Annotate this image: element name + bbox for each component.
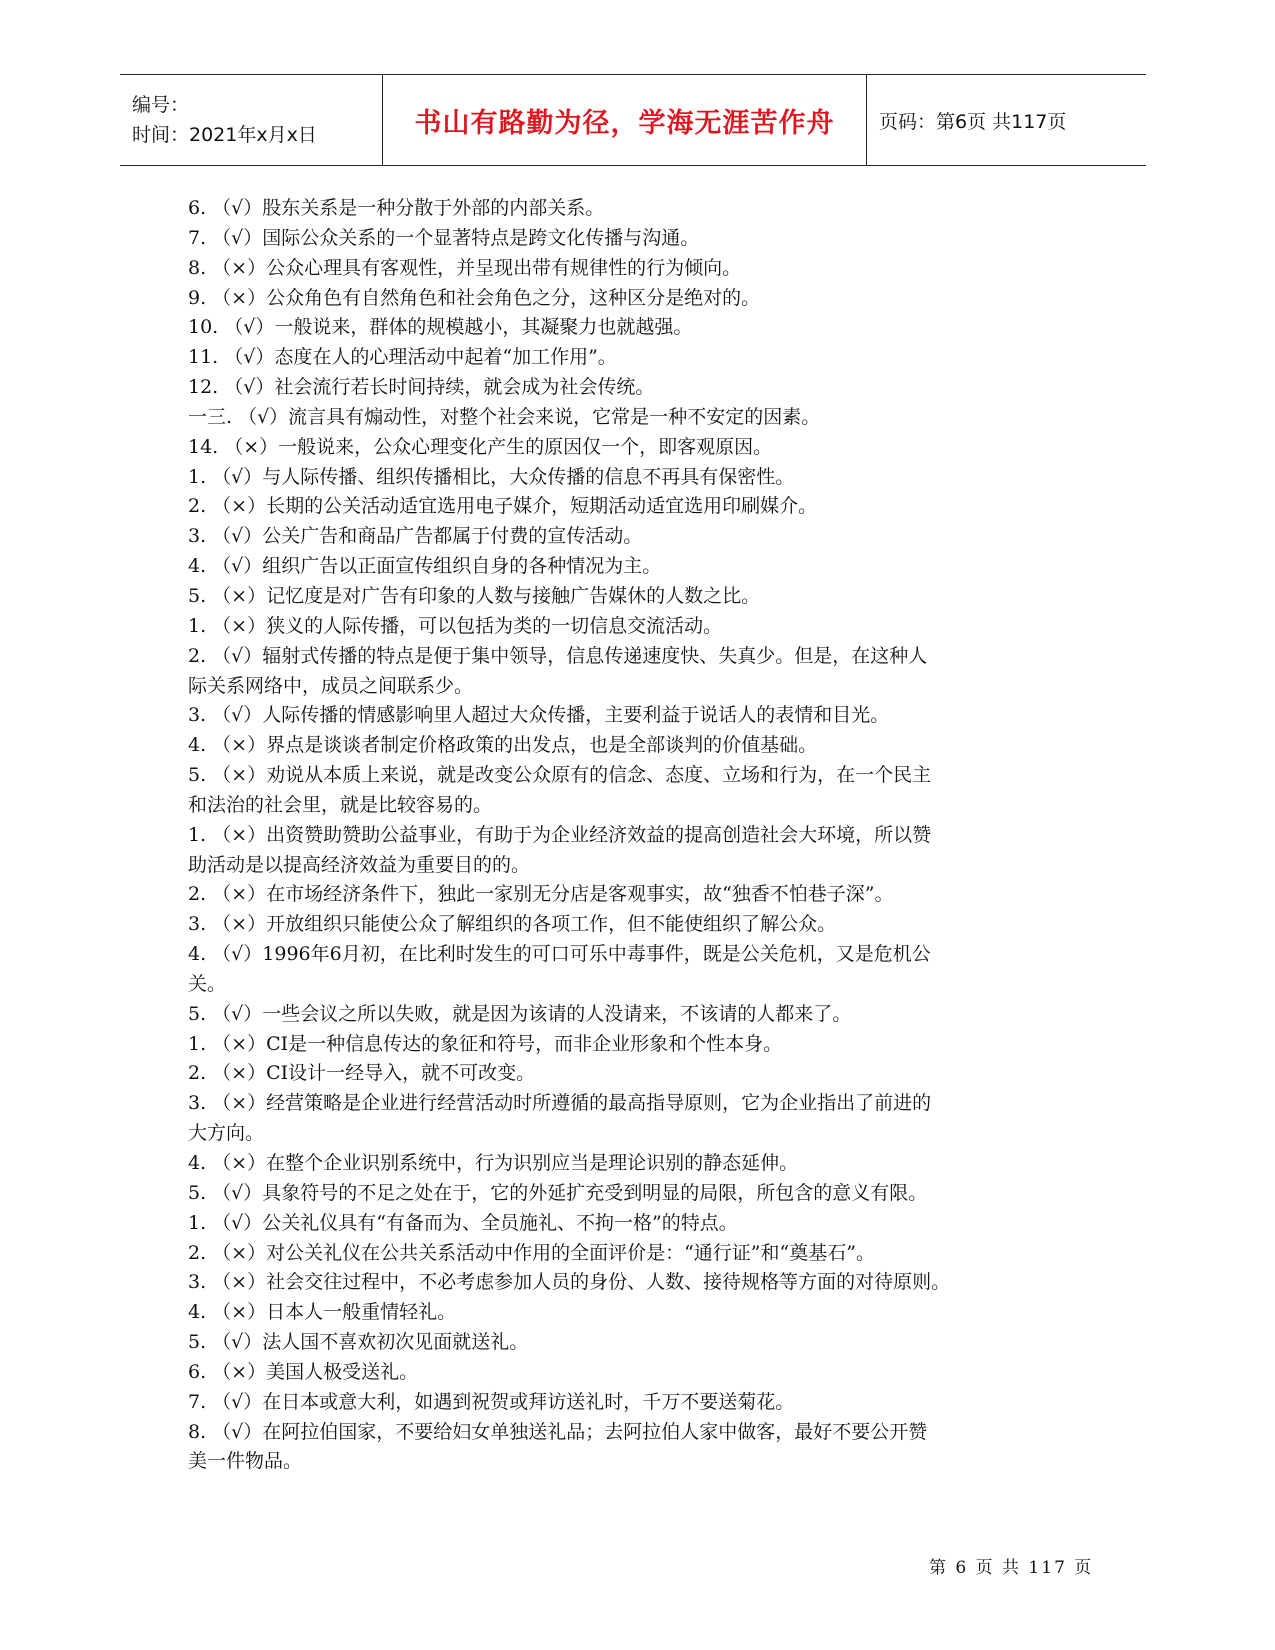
text-line: 14. （×）一般说来，公众心理变化产生的原因仅一个，即客观原因。 [188, 435, 773, 458]
text-line: 5. （√）一些会议之所以失败，就是因为该请的人没请来，不该请的人都来了。 [188, 1002, 852, 1025]
text-line: 2. （×）CI设计一经导入，就不可改变。 [188, 1062, 536, 1085]
text-line: 4. （√）1996年6月初，在比利时发生的可口可乐中毒事件，既是公关危机，又是危机公 [188, 943, 931, 966]
text-line: 10. （√）一般说来，群体的规模越小，其凝聚力也就越强。 [188, 316, 693, 339]
text-line: 4. （√）组织广告以正面宣传组织自身的各种情况为主。 [188, 555, 662, 578]
text-line: 1. （×）出资赞助赞助公益事业，有助于为企业经济效益的提高创造社会大环境，所以赞 [188, 823, 932, 846]
text-line: 5. （√）法人国不喜欢初次见面就送礼。 [188, 1331, 529, 1354]
text-line: 6. （×）美国人极受送礼。 [188, 1360, 419, 1383]
text-line: 际关系网络中，成员之间联系少。 [188, 674, 474, 697]
text-line: 助活动是以提高经济效益为重要目的的。 [188, 853, 531, 876]
text-line: 1. （×）CI是一种信息传达的象征和符号，而非企业形象和个性本身。 [188, 1032, 783, 1055]
page-footer: 第 6 页 共 117 页 [929, 1558, 1094, 1578]
text-line: 1. （√）与人际传播、组织传播相比，大众传播的信息不再具有保密性。 [188, 465, 795, 488]
text-line: 6. （√）股东关系是一种分散于外部的内部关系。 [188, 197, 605, 219]
header-page-code-cell [867, 75, 1146, 165]
text-line: 12. （√）社会流行若长时间持续，就会成为社会传统。 [188, 376, 655, 399]
document-body [188, 194, 1088, 1477]
text-line: 3. （×）经营策略是企业进行经营活动时所遵循的最高指导原则，它为企业指出了前进的 [188, 1092, 932, 1115]
text-line: 1. （×）狭义的人际传播，可以包括为类的一切信息交流活动。 [188, 614, 723, 637]
header-meta [120, 75, 382, 165]
document-header [120, 74, 1146, 166]
text-line: 9. （×）公众角色有自然角色和社会角色之分，这种区分是绝对的。 [188, 286, 761, 309]
text-line: 1. （√）公关礼仪具有“有备而为、全员施礼、不拘一格”的特点。 [188, 1211, 738, 1234]
text-line: 5. （×）劝说从本质上来说，就是改变公众原有的信念、态度、立场和行为，在一个民主 [188, 764, 932, 787]
text-line: 关。 [188, 972, 227, 995]
text-line: 2. （×）长期的公关活动适宜选用电子媒介，短期活动适宜选用印刷媒介。 [188, 495, 818, 518]
text-line: 和法治的社会里，就是比较容易的。 [188, 793, 493, 816]
text-line: 7. （√）国际公众关系的一个显著特点是跨文化传播与沟通。 [188, 226, 700, 249]
text-line: 3. （×）开放组织只能使公众了解组织的各项工作，但不能使组织了解公众。 [188, 913, 837, 936]
document-number-label: 编号： [132, 94, 190, 116]
text-line: 2. （×）在市场经济条件下，独此一家别无分店是客观事实，故“独香不怕巷子深”。 [188, 883, 894, 906]
header-motto: 书山有路勤为径，学海无涯苦作舟 [414, 107, 835, 139]
text-line: 4. （×）界点是谈谈者制定价格政策的出发点，也是全部谈判的价值基础。 [188, 734, 818, 757]
text-line: 3. （√）公关广告和商品广告都属于付费的宣传活动。 [188, 525, 643, 548]
text-line: 2. （√）辐射式传播的特点是便于集中领导，信息传递速度快、失真少。但是，在这种人 [188, 644, 928, 667]
text-line: 4. （×）日本人一般重情轻礼。 [188, 1301, 457, 1324]
text-line: 3. （×）社会交往过程中，不必考虑参加人员的身份、人数、接待规格等方面的对待原则。 [188, 1271, 951, 1294]
text-line: 5. （√）具象符号的不足之处在于，它的外延扩充受到明显的局限，所包含的意义有限。 [188, 1181, 928, 1204]
text-line: 7. （√）在日本或意大利，如遇到祝贺或拜访送礼时，千万不要送菊花。 [188, 1390, 795, 1413]
document-time-label: 时间：2021年x月x日 [132, 124, 317, 146]
text-line: 5. （×）记忆度是对广告有印象的人数与接触广告媒休的人数之比。 [188, 584, 761, 607]
text-line: 11. （√）态度在人的心理活动中起着“加工作用”。 [188, 346, 617, 369]
header-motto-cell [382, 75, 867, 165]
text-line: 2. （×）对公关礼仪在公共关系活动中作用的全面评价是：“通行证”和“奠基石”。 [188, 1241, 875, 1264]
text-line: 大方向。 [188, 1122, 265, 1145]
text-line: 美一件物品。 [188, 1450, 303, 1473]
text-line: 一三. （√）流言具有煽动性，对整个社会来说，它常是一种不安定的因素。 [188, 405, 821, 428]
text-line: 8. （√）在阿拉伯国家，不要给妇女单独送礼品；去阿拉伯人家中做客，最好不要公开赞 [188, 1420, 928, 1443]
text-line: 3. （√）人际传播的情感影响里人超过大众传播，主要利益于说话人的表情和目光。 [188, 704, 890, 727]
text-line: 8. （×）公众心理具有客观性，并呈现出带有规律性的行为倾向。 [188, 256, 742, 279]
header-page-code: 页码：第6页 共117页 [879, 110, 1067, 133]
text-line: 4. （×）在整个企业识别系统中，行为识别应当是理论识别的静态延伸。 [188, 1152, 799, 1174]
